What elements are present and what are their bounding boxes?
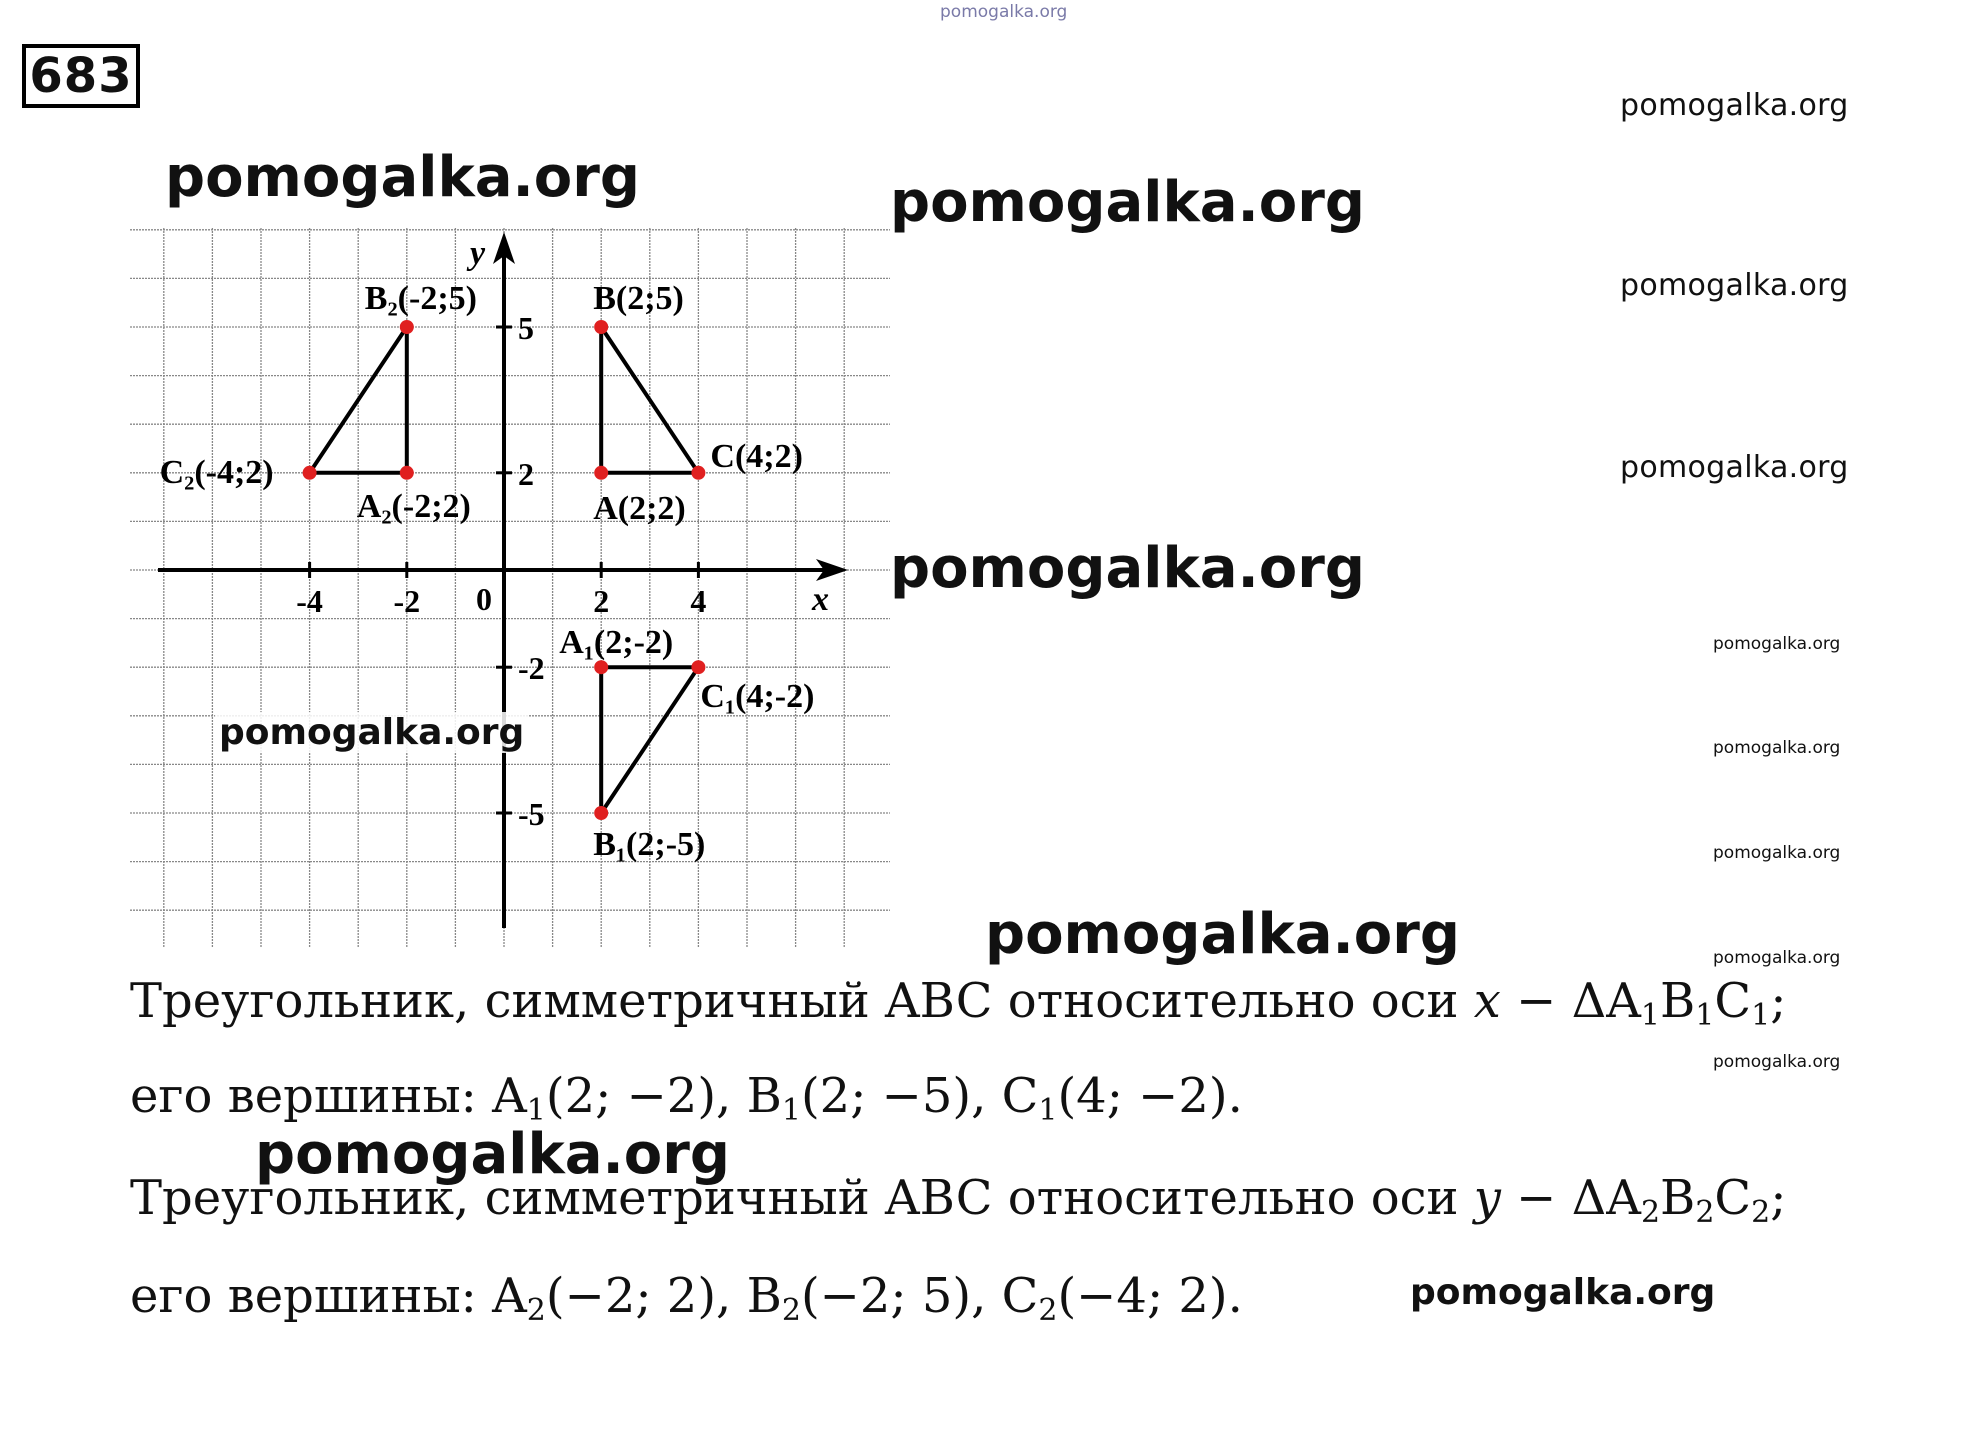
line1-main: Треугольник, симметричный ABC относительно оси: [130, 973, 1474, 1029]
line1-dash: − ΔA: [1500, 973, 1641, 1029]
watermark-right-6: pomogalka.org: [1713, 843, 1841, 863]
line4-p2: (−2; 5), C: [800, 1268, 1039, 1324]
line4-main: его вершины: A: [130, 1268, 527, 1324]
point-c1: [691, 660, 705, 674]
point-b1: [594, 806, 608, 820]
watermark-big-right-mid: pomogalka.org: [890, 536, 1365, 601]
line4-sub-c: 2: [1038, 1293, 1058, 1328]
line3-dash: − ΔA: [1500, 1170, 1641, 1226]
task-number: 683: [22, 44, 140, 108]
point-label-c1: C₁(4;-2): [700, 678, 815, 716]
line2-main: его вершины: A: [130, 1068, 527, 1124]
point-label-a1: A₁(2;-2): [559, 624, 674, 662]
line3-var: y: [1473, 1170, 1501, 1226]
origin-label: 0: [476, 581, 492, 617]
line2-p2: (2; −5), C: [800, 1068, 1039, 1124]
point-b2: [400, 320, 414, 334]
line3-b: B: [1660, 1170, 1696, 1226]
line2-sub-a: 1: [526, 1093, 546, 1128]
line2-sub-b: 1: [781, 1093, 801, 1128]
point-label-a2: A₂(-2;2): [356, 487, 471, 525]
x-tick-label: 4: [690, 583, 707, 619]
point-a2: [400, 466, 414, 480]
watermark-right-1: pomogalka.org: [1620, 88, 1849, 123]
line1-sub-c: 1: [1751, 998, 1771, 1033]
line3-end: ;: [1770, 1170, 1787, 1226]
line1-b: B: [1660, 973, 1696, 1029]
watermark-big-left-top: pomogalka.org: [165, 145, 640, 210]
watermark-top: pomogalka.org: [940, 2, 1068, 22]
line4-sub-b: 2: [781, 1293, 801, 1328]
x-tick-label: 2: [593, 583, 610, 619]
line4-p3: (−4; 2).: [1057, 1268, 1243, 1324]
point-label-b1: B₁(2;-5): [593, 826, 706, 863]
watermark-mid-graph: pomogalka.org: [215, 712, 528, 753]
point-label-b2: B₂(-2;5): [364, 280, 477, 317]
answer-line-2: [130, 1068, 1243, 1128]
watermark-bottom-right: pomogalka.org: [1410, 1272, 1716, 1313]
line3-sub-b: 2: [1695, 1195, 1715, 1230]
answer-line-1: [130, 973, 1786, 1033]
y-tick-label: -5: [518, 796, 545, 832]
point-label-c2: C₂(-4;2): [159, 453, 274, 491]
point-a: [594, 466, 608, 480]
watermark-right-8: pomogalka.org: [1713, 1052, 1841, 1072]
y-axis-label: y: [470, 235, 486, 272]
line4-sub-a: 2: [526, 1293, 546, 1328]
line4-p1: (−2; 2), B: [545, 1268, 782, 1324]
line3-c: C: [1714, 1170, 1752, 1226]
point-label-b: B(2;5): [593, 280, 684, 317]
point-c: [691, 466, 705, 480]
point-label-a: A(2;2): [593, 489, 686, 527]
answer-line-4: [130, 1268, 1243, 1328]
watermark-right-5: pomogalka.org: [1713, 738, 1841, 758]
line3-sub-a: 2: [1640, 1195, 1661, 1230]
point-b: [594, 320, 608, 334]
point-a1: [594, 660, 608, 674]
line3-sub-c: 2: [1751, 1195, 1771, 1230]
line1-end: ;: [1770, 973, 1787, 1029]
x-tick-label: -4: [296, 583, 323, 619]
watermark-right-3: pomogalka.org: [1620, 450, 1849, 485]
line2-p3: (4; −2).: [1057, 1068, 1243, 1124]
watermark-right-7: pomogalka.org: [1713, 948, 1841, 968]
x-tick-label: -2: [393, 583, 421, 619]
watermark-big-right-top: pomogalka.org: [890, 170, 1365, 235]
watermark-big-bottom-left: pomogalka.org: [255, 1122, 730, 1187]
line1-sub-b: 1: [1695, 998, 1715, 1033]
triangle-a1b1c1: [601, 667, 698, 813]
y-tick-label: 5: [518, 310, 534, 346]
line1-var: x: [1473, 973, 1501, 1029]
line1-sub-a: 1: [1640, 998, 1660, 1033]
labels: [160, 235, 829, 863]
point-label-c: C(4;2): [710, 437, 803, 475]
watermark-big-bottom-center: pomogalka.org: [985, 902, 1460, 967]
y-tick-label: 2: [518, 455, 534, 492]
watermark-right-2: pomogalka.org: [1620, 268, 1849, 303]
line3-main: Треугольник, симметричный ABC относительно оси: [130, 1170, 1474, 1226]
line1-c: C: [1714, 973, 1752, 1029]
x-axis-label: x: [812, 581, 829, 618]
line2-sub-c: 1: [1038, 1093, 1058, 1128]
coordinate-plane: [130, 228, 890, 958]
line2-p1: (2; −2), B: [545, 1068, 782, 1124]
y-tick-label: -2: [518, 650, 545, 687]
grid: [130, 228, 890, 948]
watermark-right-4: pomogalka.org: [1713, 634, 1841, 654]
point-c2: [303, 466, 317, 480]
